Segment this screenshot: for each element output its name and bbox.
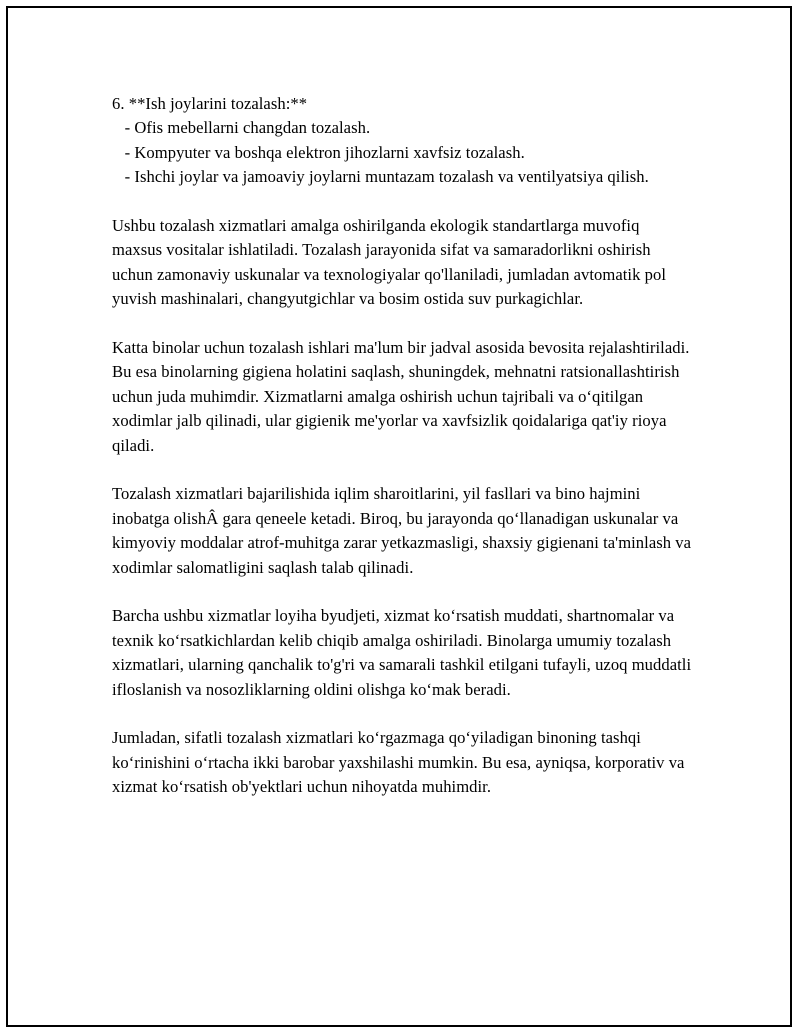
paragraph-conditions: Tozalash xizmatlari bajarilishida iqlim sharoitlarini, yil fasllari va bino hajmini inobatga olishÂ gara qeneele ketadi. Biroq, bu jarayonda qo‘llanadigan uskunalar va kimyoviy moddalar atrof-muhitga zarar yetkazmasligi, shaxsiy gigienani ta'minlash va xodimlar salomatligini saqlash talab qilinadi. bbox=[112, 484, 692, 577]
paragraph-appearance: Jumladan, sifatli tozalash xizmatlari ko‘rgazmaga qo‘yiladigan binoning tashqi ko‘rinishini o‘rtacha ikki barobar yaxshilashi mumkin. Bu esa, ayniqsa, korporativ va xizmat ko‘rsatish ob'yektlari uchun nihoyatda muhimdir. bbox=[112, 728, 685, 797]
cleaning-list bbox=[112, 92, 692, 190]
paragraph-equipment: Ushbu tozalash xizmatlari amalga oshirilganda ekologik standartlarga muvofiq maxsus vositalar ishlatiladi. Tozalash jarayonida sifat va samaradorlikni oshirish uchun zamonaviy uskunalar va texnologiyalar qo'llaniladi, jumladan avtomatik pol yuvish mashinalari, changyutgichlar va bosim ostida suv purkagichlar. bbox=[112, 216, 666, 309]
document-body bbox=[112, 92, 692, 800]
list-heading: 6. **Ish joylarini tozalash:** bbox=[112, 94, 308, 113]
list-item: - Ishchi joylar va jamoaviy joylarni muntazam tozalash va ventilyatsiya qilish. bbox=[112, 167, 649, 187]
paragraph-schedule: Katta binolar uchun tozalash ishlari ma'lum bir jadval asosida bevosita rejalashtiriladi. Bu esa binolarning gigiena holatini saqlash, shuningdek, mehnatni ratsionallashtirish uchun juda muhimdir. Xizmatlarni amalga oshirish uchun tajribali va o‘qitilgan xodimlar jalb qilinadi, ular gigienik me'yorlar va xavfsizlik qoidalariga qat'iy rioya qiladi. bbox=[112, 338, 690, 455]
list-item: - Kompyuter va boshqa elektron jihozlarni xavfsiz tozalash. bbox=[112, 142, 525, 162]
list-item: - Ofis mebellarni changdan tozalash. bbox=[112, 118, 371, 138]
paragraph-budget: Barcha ushbu xizmatlar loyiha byudjeti, xizmat ko‘rsatish muddati, shartnomalar va texnik ko‘rsatkichlardan kelib chiqib amalga oshiriladi. Binolarga umumiy tozalash xizmatlari, ularning qanchalik to'g'ri va samarali tashkil etilgani tufayli, uzoq muddatli ifloslanish va nosozliklarning oldini olishga ko‘mak beradi. bbox=[112, 606, 692, 699]
